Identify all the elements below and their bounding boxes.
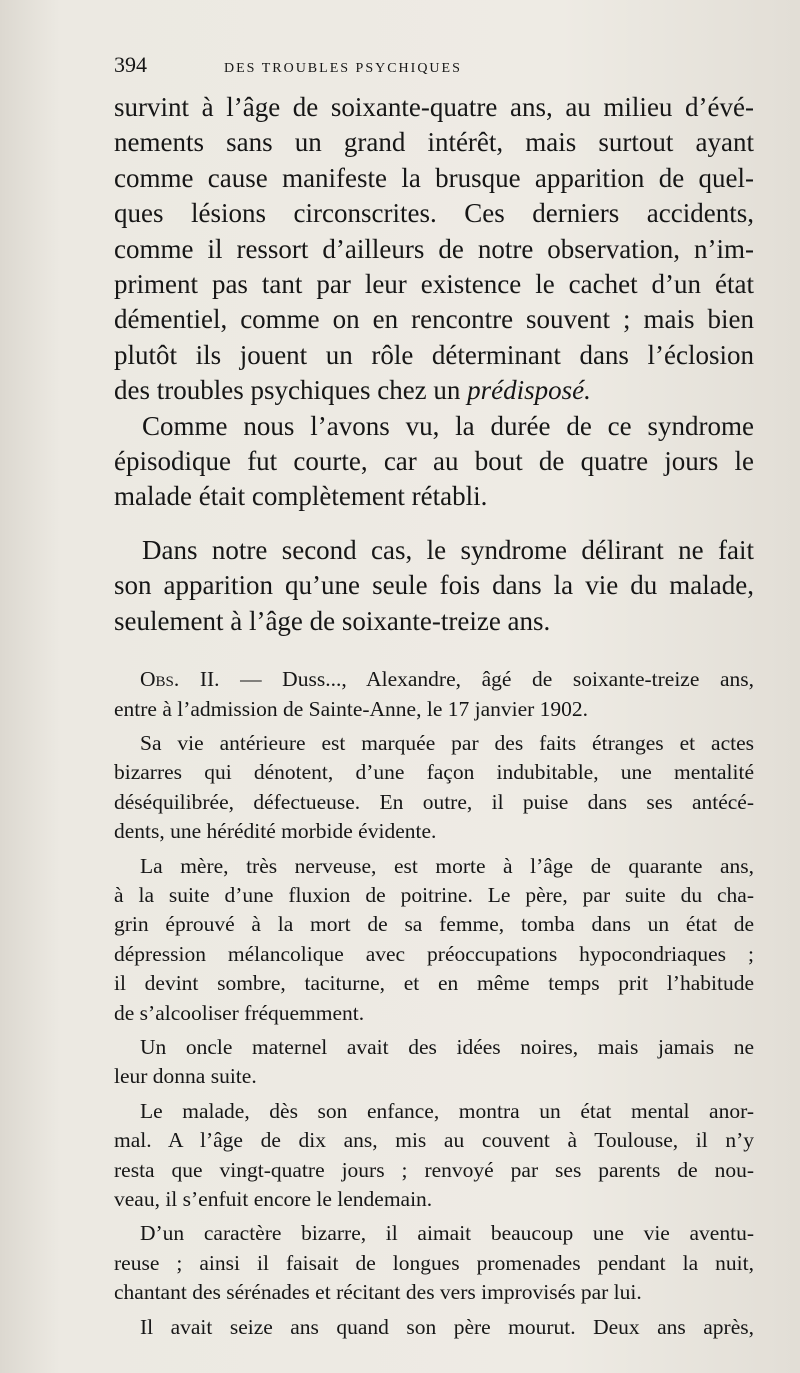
text-line: Un oncle maternel avait des idées noires, mais jamais ne	[140, 1034, 754, 1059]
page-number: 394	[114, 52, 147, 77]
main-text	[114, 90, 754, 639]
obs-paragraph	[114, 1313, 754, 1342]
text-line	[114, 373, 754, 408]
text-line: Comme nous l’avons vu, la durée de ce syndrome	[142, 410, 754, 441]
text-line: Sa vie antérieure est marquée par des faits étranges et actes	[140, 730, 754, 755]
text-line: de s’alcooliser fréquemment.	[114, 1000, 365, 1025]
text-line: comme cause manifeste la brusque apparition de quel-	[114, 162, 754, 193]
text-line: survint à l’âge de soixante-quatre ans, au milieu d’évé-	[114, 92, 754, 122]
text-line: entre à l’admission de Sainte-Anne, le 17 janvier 1902.	[114, 696, 589, 721]
text-line: déséquilibrée, défectueuse. En outre, il puise dans ses antécé-	[114, 789, 754, 814]
text-line: son apparition qu’une seule fois dans la vie du malade,	[114, 570, 754, 601]
text-run: des troubles psychiques chez un	[114, 375, 468, 406]
text-line: Le malade, dès son enfance, montra un état mental anor-	[140, 1098, 754, 1123]
text-line: Il avait seize ans quand son père mourut. Deux ans après,	[140, 1314, 754, 1339]
text-line: chantant des sérénades et récitant des vers improvisés par lui.	[114, 1280, 642, 1305]
text-line: veau, il s’enfuit encore le lendemain.	[114, 1187, 433, 1211]
obs-paragraph	[114, 1033, 754, 1092]
obs-paragraph	[114, 1219, 754, 1307]
running-title: DES TROUBLES PSYCHIQUES	[224, 61, 462, 76]
text-line: dents, une hérédité morbide évidente.	[114, 819, 437, 844]
text-line: malade était complètement rétabli.	[114, 481, 488, 512]
text-line: à la suite d’une fluxion de poitrine. Le père, par suite du cha-	[114, 882, 754, 907]
observation-section	[114, 665, 754, 1342]
text-line: resta que vingt-quatre jours ; renvoyé par ses parents de nou-	[114, 1157, 754, 1182]
paragraph-1	[114, 90, 754, 409]
text-line: reuse ; ainsi il faisait de longues promenades pendant la nuit,	[114, 1250, 754, 1275]
emphasized-word: prédisposé.	[467, 375, 591, 406]
text-run: — Duss..., Alexandre, âgé de soixante-treize ans,	[219, 667, 754, 692]
text-line: Dans notre second cas, le syndrome délirant ne fait	[142, 534, 754, 565]
text-line: nements sans un grand intérêt, mais surtout ayant	[114, 127, 754, 158]
text-line: épisodique fut courte, car au bout de quatre jours le	[114, 446, 754, 477]
text-line: leur donna suite.	[114, 1064, 257, 1089]
obs-paragraph	[114, 852, 754, 1028]
text-line: mal. A l’âge de dix ans, mis au couvent à Toulouse, il n’y	[114, 1128, 754, 1153]
page-header	[114, 52, 754, 90]
text-line: La mère, très nerveuse, est morte à l’âge de quarante ans,	[140, 853, 754, 878]
paragraph-2	[114, 409, 754, 515]
text-line: seulement à l’âge de soixante-treize ans.	[114, 605, 551, 636]
text-line: grin éprouvé à la mort de sa femme, tomba dans un état de	[114, 912, 754, 937]
text-line: D’un caractère bizarre, il aimait beaucoup une vie aventu-	[140, 1221, 754, 1246]
observation-heading-line	[114, 665, 754, 694]
obs-paragraph	[114, 1097, 754, 1215]
text-line: bizarres qui dénotent, d’une façon indubitable, une mentalité	[114, 760, 754, 785]
text-line: comme il ressort d’ailleurs de notre observation, n’im-	[114, 233, 754, 264]
text-line: il devint sombre, taciturne, et en même temps prit l’habitude	[114, 971, 754, 996]
observation-label: Obs. II.	[140, 667, 220, 692]
text-line: ques lésions circonscrites. Ces derniers accidents,	[114, 198, 754, 229]
obs-paragraph	[114, 729, 754, 847]
text-line: dépression mélancolique avec préoccupations hypocondriaques ;	[114, 941, 754, 966]
text-line: démentiel, comme on en rencontre souvent ; mais bien	[114, 304, 754, 335]
text-line: priment pas tant par leur existence le cachet d’un état	[114, 269, 754, 300]
text-line: plutôt ils jouent un rôle déterminant dans l’éclosion	[114, 339, 754, 370]
paragraph-3	[114, 533, 754, 639]
